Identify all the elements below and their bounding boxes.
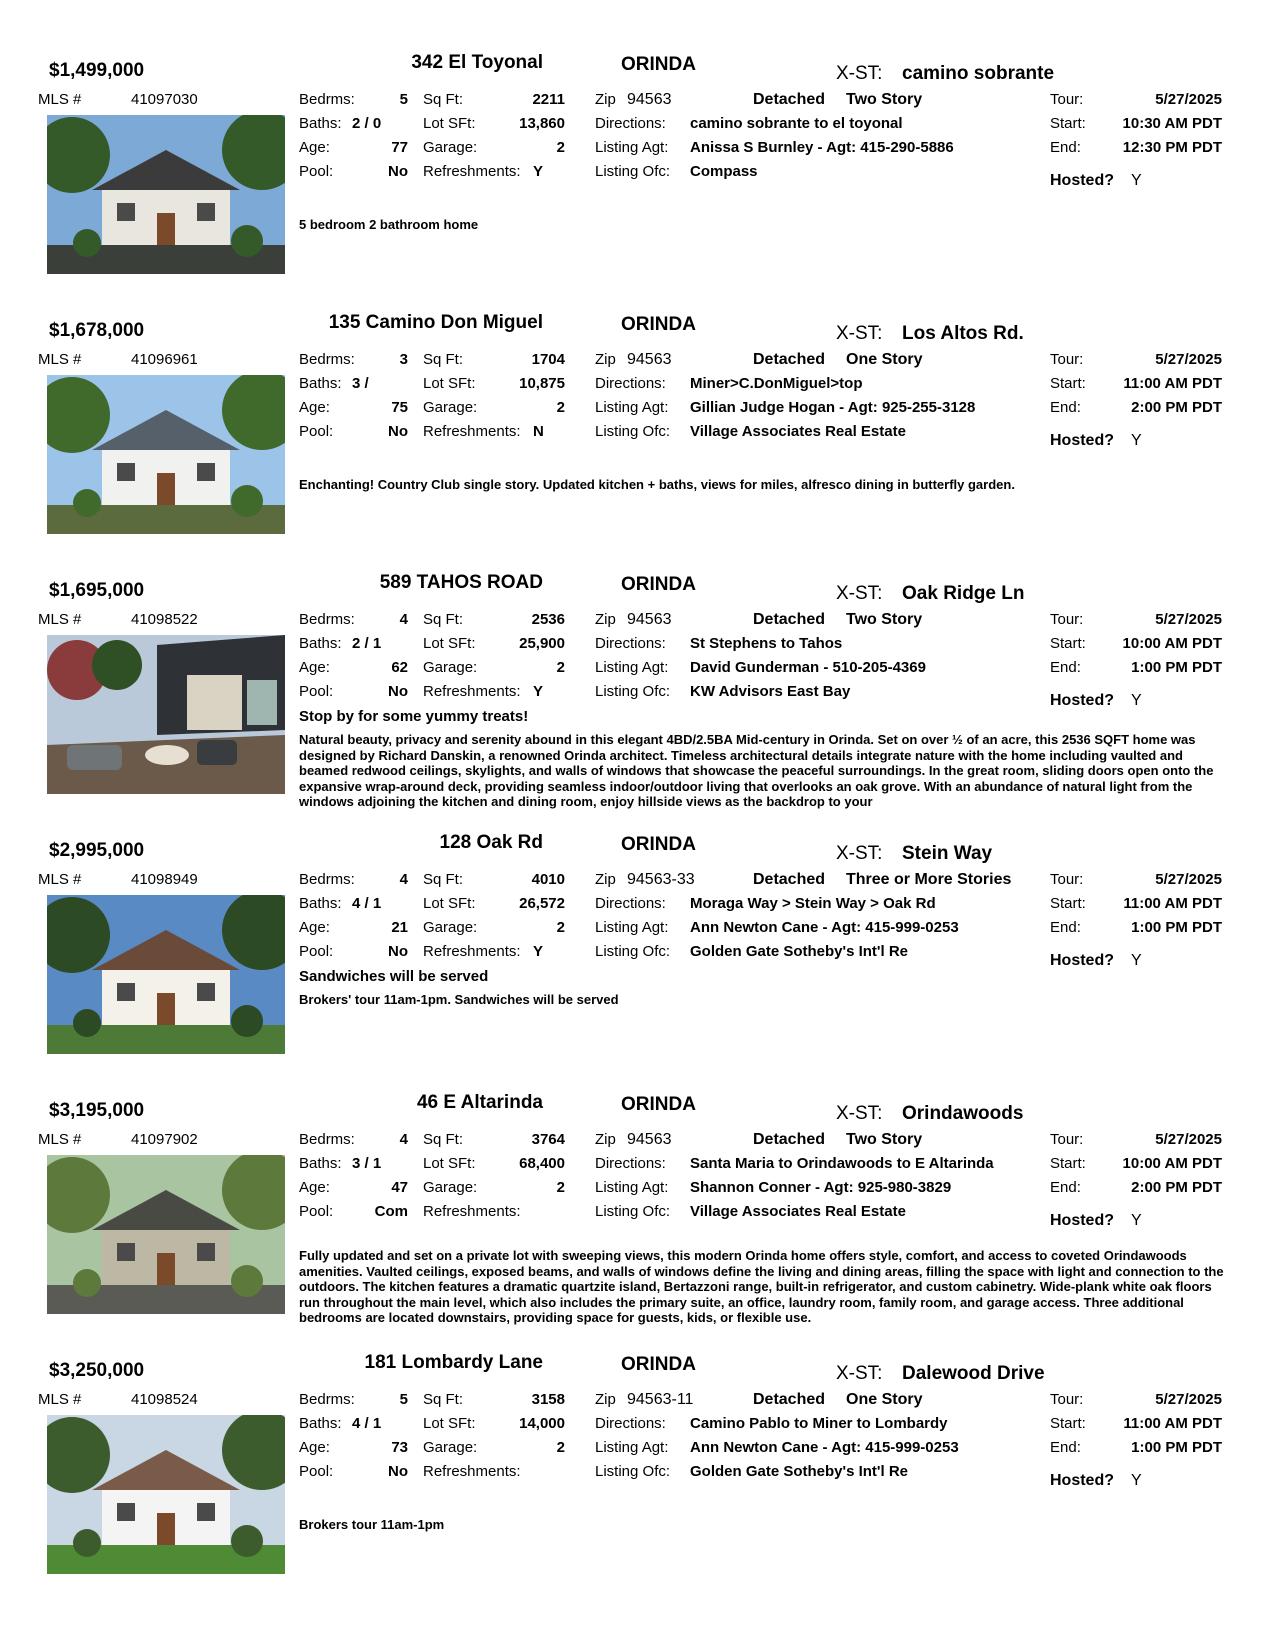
refreshments-label: Refreshments: — [423, 1203, 521, 1220]
property-type: Detached — [753, 351, 826, 368]
sqft-label: Sq Ft: — [423, 351, 464, 368]
bedrooms-label: Bedrms: — [299, 871, 355, 888]
refreshments-value: Y — [533, 683, 544, 700]
garage-value: 2 — [556, 659, 565, 676]
bedrooms-label: Bedrms: — [299, 351, 355, 368]
listing-office-label: Listing Ofc: — [595, 423, 671, 440]
cross-street-label: X-ST: — [836, 843, 883, 864]
directions-value: St Stephens to Tahos — [690, 635, 843, 652]
directions-label: Directions: — [595, 1155, 666, 1172]
property-style: Two Story — [846, 611, 923, 628]
listing-photo — [47, 635, 285, 794]
cross-street-label: X-ST: — [836, 583, 883, 604]
tour-label: Tour: — [1050, 1391, 1084, 1408]
end-time: 1:00 PM PDT — [1131, 919, 1222, 936]
baths-label: Baths: — [299, 635, 342, 652]
refreshments-value: N — [533, 423, 544, 440]
property-style: Three or More Stories — [846, 871, 1012, 888]
tour-label: Tour: — [1050, 1131, 1084, 1148]
end-time: 1:00 PM PDT — [1131, 659, 1222, 676]
cross-street-label: X-ST: — [836, 1103, 883, 1124]
city: ORINDA — [621, 834, 696, 855]
property-type: Detached — [753, 611, 826, 628]
cross-street-label: X-ST: — [836, 323, 883, 344]
lot-sqft-value: 14,000 — [519, 1415, 565, 1432]
age-label: Age: — [299, 139, 330, 156]
directions-label: Directions: — [595, 115, 666, 132]
start-time: 11:00 AM PDT — [1123, 375, 1222, 392]
cross-street: Oak Ridge Ln — [902, 583, 1025, 604]
address: 128 Oak Rd — [439, 832, 543, 853]
city: ORINDA — [621, 1354, 696, 1375]
refreshments-value: Y — [533, 943, 544, 960]
pool-label: Pool: — [299, 943, 334, 960]
start-label: Start: — [1050, 635, 1086, 652]
city: ORINDA — [621, 54, 696, 75]
address: 46 E Altarinda — [416, 1092, 543, 1113]
listing-office-value: Compass — [690, 163, 758, 180]
city: ORINDA — [621, 314, 696, 335]
tour-date: 5/27/2025 — [1155, 1131, 1222, 1148]
tour-date: 5/27/2025 — [1155, 91, 1222, 108]
remarks: Natural beauty, privacy and serenity abound in this elegant 4BD/2.5BA Mid-century in Orinda. Set on over ½ of an acre, this 2536 SQFT home was designed by Richard Danskin, a renowned Orinda architect. Timeless architectural details integrate nature with the home including vaulted and beamed redwood ceilings, skylights, and walls of windows that showcase the peaceful surroundings. In the great room, sliding doors open onto the expansive wrap-around deck, providing seamless indoor/outdoor living that overlooks an oak grove. With an abundance of natural light from the windows adjoining the kitchen and dining room, enjoy hillside views as the backdrop to your — [299, 732, 1214, 809]
lot-sqft-label: Lot SFt: — [423, 1415, 476, 1432]
listing — [0, 832, 1275, 1097]
pool-label: Pool: — [299, 163, 334, 180]
directions-label: Directions: — [595, 895, 666, 912]
start-label: Start: — [1050, 1155, 1086, 1172]
listing-office-value: KW Advisors East Bay — [690, 683, 851, 700]
cross-street: Dalewood Drive — [902, 1363, 1045, 1384]
listing-office-value: Golden Gate Sotheby's Int'l Re — [690, 943, 908, 960]
property-type: Detached — [753, 1391, 826, 1408]
hosted-label: Hosted? — [1050, 952, 1114, 969]
price: $1,695,000 — [49, 580, 145, 601]
highlight-note: Sandwiches will be served — [299, 968, 489, 985]
tour-date: 5/27/2025 — [1155, 611, 1222, 628]
mls-label: MLS # — [38, 1391, 82, 1408]
listing-agent-label: Listing Agt: — [595, 1179, 669, 1196]
baths-label: Baths: — [299, 1415, 342, 1432]
listing-agent-value: Shannon Conner - Agt: 925-980-3829 — [690, 1179, 952, 1196]
bedrooms-value: 5 — [399, 1391, 408, 1408]
mls-label: MLS # — [38, 611, 82, 628]
mls-number: 41098524 — [131, 1391, 198, 1408]
end-label: End: — [1050, 1179, 1081, 1196]
cross-street: Stein Way — [902, 843, 993, 864]
start-label: Start: — [1050, 895, 1086, 912]
sqft-value: 1704 — [531, 351, 565, 368]
lot-sqft-value: 26,572 — [519, 895, 565, 912]
tour-label: Tour: — [1050, 351, 1084, 368]
listing-agent-value: David Gunderman - 510-205-4369 — [690, 659, 926, 676]
lot-sqft-label: Lot SFt: — [423, 115, 476, 132]
refreshments-label: Refreshments: — [423, 683, 521, 700]
remarks: Fully updated and set on a private lot with sweeping views, this modern Orinda home offers style, comfort, and access to coveted Orindawoods amenities. Vaulted ceilings, exposed beams, and walls of windows define the living and dining areas, filling the space with light and connection to the outdoors. The kitchen features a dramatic quartzite island, Bertazzoni range, built-in refrigerator, and custom cabinetry. Wide-plank white oak floors run throughout the main level, which also includes the primary suite, an office, laundry room, family room, and garage access. Three additional bedrooms are located downstairs, providing space for guests, kids, or flexible use. — [299, 1248, 1224, 1325]
garage-label: Garage: — [423, 1179, 478, 1196]
bedrooms-label: Bedrms: — [299, 91, 355, 108]
sqft-label: Sq Ft: — [423, 1391, 464, 1408]
sqft-value: 3764 — [531, 1131, 565, 1148]
cross-street: Orindawoods — [902, 1103, 1024, 1124]
listing-photo — [47, 895, 285, 1054]
directions-label: Directions: — [595, 635, 666, 652]
garage-value: 2 — [556, 399, 565, 416]
zip-label: Zip — [595, 1131, 616, 1148]
property-style: Two Story — [846, 1131, 923, 1148]
listing-office-label: Listing Ofc: — [595, 1203, 671, 1220]
sqft-label: Sq Ft: — [423, 1131, 464, 1148]
start-label: Start: — [1050, 375, 1086, 392]
start-time: 11:00 AM PDT — [1123, 895, 1222, 912]
mls-number: 41096961 — [131, 351, 198, 368]
hosted-value: Y — [1131, 172, 1142, 189]
bedrooms-label: Bedrms: — [299, 1131, 355, 1148]
baths-label: Baths: — [299, 115, 342, 132]
directions-value: Camino Pablo to Miner to Lombardy — [690, 1415, 948, 1432]
listing-office-label: Listing Ofc: — [595, 1463, 671, 1480]
pool-label: Pool: — [299, 683, 334, 700]
start-label: Start: — [1050, 1415, 1086, 1432]
zip-value: 94563-11 — [627, 1391, 694, 1408]
directions-value: camino sobrante to el toyonal — [690, 115, 903, 132]
age-label: Age: — [299, 919, 330, 936]
listing-agent-value: Gillian Judge Hogan - Agt: 925-255-3128 — [690, 399, 976, 416]
garage-label: Garage: — [423, 139, 478, 156]
listing-photo — [47, 1415, 285, 1574]
sqft-value: 4010 — [531, 871, 565, 888]
end-label: End: — [1050, 139, 1081, 156]
age-label: Age: — [299, 659, 330, 676]
pool-value: Com — [374, 1203, 408, 1220]
baths-label: Baths: — [299, 375, 342, 392]
refreshments-label: Refreshments: — [423, 163, 521, 180]
sqft-value: 3158 — [531, 1391, 565, 1408]
cross-street: camino sobrante — [902, 63, 1055, 84]
start-time: 10:30 AM PDT — [1122, 115, 1222, 132]
hosted-label: Hosted? — [1050, 432, 1114, 449]
hosted-value: Y — [1131, 952, 1142, 969]
baths-value: 2 / 0 — [352, 115, 382, 132]
bedrooms-value: 5 — [399, 91, 408, 108]
garage-value: 2 — [556, 919, 565, 936]
house-photo-image — [47, 895, 285, 1054]
directions-label: Directions: — [595, 375, 666, 392]
end-time: 12:30 PM PDT — [1122, 139, 1222, 156]
listing-agent-value: Anissa S Burnley - Agt: 415-290-5886 — [690, 139, 954, 156]
hosted-value: Y — [1131, 1472, 1142, 1489]
lot-sqft-label: Lot SFt: — [423, 375, 476, 392]
directions-label: Directions: — [595, 1415, 666, 1432]
remarks: Enchanting! Country Club single story. Updated kitchen + baths, views for miles, alfresco dining in butterfly garden. — [299, 477, 1015, 492]
house-photo-image — [47, 1155, 285, 1314]
hosted-label: Hosted? — [1050, 1212, 1114, 1229]
tour-label: Tour: — [1050, 611, 1084, 628]
age-label: Age: — [299, 1179, 330, 1196]
listing-office-label: Listing Ofc: — [595, 683, 671, 700]
lot-sqft-label: Lot SFt: — [423, 1155, 476, 1172]
mls-number: 41097030 — [131, 91, 198, 108]
cross-street-label: X-ST: — [836, 63, 883, 84]
price: $1,499,000 — [49, 60, 145, 81]
mls-number: 41098522 — [131, 611, 198, 628]
age-value: 62 — [391, 659, 408, 676]
listing-agent-value: Ann Newton Cane - Agt: 415-999-0253 — [690, 1439, 959, 1456]
bedrooms-value: 3 — [399, 351, 408, 368]
age-label: Age: — [299, 399, 330, 416]
price: $1,678,000 — [49, 320, 145, 341]
start-time: 10:00 AM PDT — [1122, 635, 1222, 652]
pool-label: Pool: — [299, 423, 334, 440]
city: ORINDA — [621, 1094, 696, 1115]
directions-value: Miner>C.DonMiguel>top — [690, 375, 863, 392]
hosted-label: Hosted? — [1050, 692, 1114, 709]
address: 589 TAHOS ROAD — [379, 572, 543, 593]
remarks: 5 bedroom 2 bathroom home — [299, 217, 479, 232]
zip-value: 94563 — [627, 91, 672, 108]
age-value: 21 — [391, 919, 408, 936]
property-style: One Story — [846, 1391, 923, 1408]
garage-label: Garage: — [423, 919, 478, 936]
cross-street: Los Altos Rd. — [902, 323, 1024, 344]
bedrooms-value: 4 — [399, 871, 408, 888]
baths-label: Baths: — [299, 1155, 342, 1172]
hosted-value: Y — [1131, 692, 1142, 709]
property-style: One Story — [846, 351, 923, 368]
listing-photo — [47, 115, 285, 274]
end-time: 1:00 PM PDT — [1131, 1439, 1222, 1456]
zip-label: Zip — [595, 871, 616, 888]
mls-label: MLS # — [38, 91, 82, 108]
garage-label: Garage: — [423, 659, 478, 676]
property-type: Detached — [753, 1131, 826, 1148]
mls-label: MLS # — [38, 1131, 82, 1148]
cross-street-label: X-ST: — [836, 1363, 883, 1384]
garage-label: Garage: — [423, 1439, 478, 1456]
baths-value: 4 / 1 — [352, 1415, 382, 1432]
garage-value: 2 — [556, 1439, 565, 1456]
price: $3,195,000 — [49, 1100, 145, 1121]
sqft-label: Sq Ft: — [423, 871, 464, 888]
age-value: 75 — [391, 399, 408, 416]
zip-value: 94563 — [627, 611, 672, 628]
baths-value: 2 / 1 — [352, 635, 382, 652]
age-label: Age: — [299, 1439, 330, 1456]
garage-label: Garage: — [423, 399, 478, 416]
age-value: 47 — [391, 1179, 408, 1196]
age-value: 77 — [391, 139, 408, 156]
hosted-value: Y — [1131, 1212, 1142, 1229]
mls-number: 41097902 — [131, 1131, 198, 1148]
garage-value: 2 — [556, 139, 565, 156]
listing-agent-label: Listing Agt: — [595, 399, 669, 416]
baths-value: 4 / 1 — [352, 895, 382, 912]
baths-label: Baths: — [299, 895, 342, 912]
zip-label: Zip — [595, 351, 616, 368]
age-value: 73 — [391, 1439, 408, 1456]
hosted-label: Hosted? — [1050, 172, 1114, 189]
zip-label: Zip — [595, 1391, 616, 1408]
property-type: Detached — [753, 91, 826, 108]
start-time: 10:00 AM PDT — [1122, 1155, 1222, 1172]
end-time: 2:00 PM PDT — [1131, 399, 1222, 416]
listing-photo — [47, 1155, 285, 1314]
zip-value: 94563 — [627, 351, 672, 368]
tour-date: 5/27/2025 — [1155, 871, 1222, 888]
bedrooms-value: 4 — [399, 1131, 408, 1148]
address: 135 Camino Don Miguel — [328, 312, 543, 333]
listing-office-value: Golden Gate Sotheby's Int'l Re — [690, 1463, 908, 1480]
hosted-value: Y — [1131, 432, 1142, 449]
address: 342 El Toyonal — [411, 52, 543, 73]
zip-label: Zip — [595, 91, 616, 108]
mls-label: MLS # — [38, 871, 82, 888]
price: $2,995,000 — [49, 840, 145, 861]
baths-value: 3 / 1 — [352, 1155, 382, 1172]
lot-sqft-value: 68,400 — [519, 1155, 565, 1172]
directions-value: Santa Maria to Orindawoods to E Altarinda — [690, 1155, 994, 1172]
listing-office-label: Listing Ofc: — [595, 943, 671, 960]
mls-number: 41098949 — [131, 871, 198, 888]
tour-label: Tour: — [1050, 871, 1084, 888]
sqft-label: Sq Ft: — [423, 611, 464, 628]
remarks: Brokers tour 11am-1pm — [299, 1517, 445, 1532]
house-photo-image — [47, 115, 285, 274]
tour-date: 5/27/2025 — [1155, 1391, 1222, 1408]
bedrooms-label: Bedrms: — [299, 1391, 355, 1408]
remarks: Brokers' tour 11am-1pm. Sandwiches will be served — [299, 992, 619, 1007]
baths-value: 3 / — [352, 375, 369, 392]
end-label: End: — [1050, 1439, 1081, 1456]
mls-label: MLS # — [38, 351, 82, 368]
address: 181 Lombardy Lane — [364, 1352, 543, 1373]
end-label: End: — [1050, 399, 1081, 416]
lot-sqft-label: Lot SFt: — [423, 635, 476, 652]
listing — [0, 52, 1275, 317]
highlight-note: Stop by for some yummy treats! — [299, 708, 529, 725]
directions-value: Moraga Way > Stein Way > Oak Rd — [690, 895, 936, 912]
deck-photo-image — [47, 635, 285, 794]
listing-agent-value: Ann Newton Cane - Agt: 415-999-0253 — [690, 919, 959, 936]
end-label: End: — [1050, 659, 1081, 676]
lot-sqft-value: 13,860 — [519, 115, 565, 132]
listing-office-label: Listing Ofc: — [595, 163, 671, 180]
hosted-label: Hosted? — [1050, 1472, 1114, 1489]
end-label: End: — [1050, 919, 1081, 936]
listing — [0, 572, 1275, 837]
sqft-value: 2536 — [531, 611, 565, 628]
pool-value: No — [388, 943, 408, 960]
city: ORINDA — [621, 574, 696, 595]
pool-value: No — [388, 423, 408, 440]
listing-office-value: Village Associates Real Estate — [690, 1203, 906, 1220]
listing-photo — [47, 375, 285, 534]
house-photo-image — [47, 375, 285, 534]
property-style: Two Story — [846, 91, 923, 108]
listing-agent-label: Listing Agt: — [595, 1439, 669, 1456]
pool-value: No — [388, 683, 408, 700]
lot-sqft-label: Lot SFt: — [423, 895, 476, 912]
garage-value: 2 — [556, 1179, 565, 1196]
lot-sqft-value: 25,900 — [519, 635, 565, 652]
listing-agent-label: Listing Agt: — [595, 659, 669, 676]
refreshments-label: Refreshments: — [423, 423, 521, 440]
end-time: 2:00 PM PDT — [1131, 1179, 1222, 1196]
listing-office-value: Village Associates Real Estate — [690, 423, 906, 440]
listing — [0, 312, 1275, 577]
start-label: Start: — [1050, 115, 1086, 132]
start-time: 11:00 AM PDT — [1123, 1415, 1222, 1432]
refreshments-label: Refreshments: — [423, 1463, 521, 1480]
listing — [0, 1092, 1275, 1357]
property-type: Detached — [753, 871, 826, 888]
lot-sqft-value: 10,875 — [519, 375, 565, 392]
price: $3,250,000 — [49, 1360, 145, 1381]
pool-label: Pool: — [299, 1203, 334, 1220]
zip-value: 94563 — [627, 1131, 672, 1148]
bedrooms-value: 4 — [399, 611, 408, 628]
house-photo-image — [47, 1415, 285, 1574]
zip-value: 94563-33 — [627, 871, 695, 888]
refreshments-label: Refreshments: — [423, 943, 521, 960]
refreshments-value: Y — [533, 163, 544, 180]
listing-agent-label: Listing Agt: — [595, 139, 669, 156]
listing — [0, 1352, 1275, 1617]
pool-value: No — [388, 163, 408, 180]
pool-label: Pool: — [299, 1463, 334, 1480]
bedrooms-label: Bedrms: — [299, 611, 355, 628]
tour-date: 5/27/2025 — [1155, 351, 1222, 368]
zip-label: Zip — [595, 611, 616, 628]
tour-label: Tour: — [1050, 91, 1084, 108]
listing-agent-label: Listing Agt: — [595, 919, 669, 936]
sqft-value: 2211 — [532, 91, 565, 108]
pool-value: No — [388, 1463, 408, 1480]
sqft-label: Sq Ft: — [423, 91, 464, 108]
